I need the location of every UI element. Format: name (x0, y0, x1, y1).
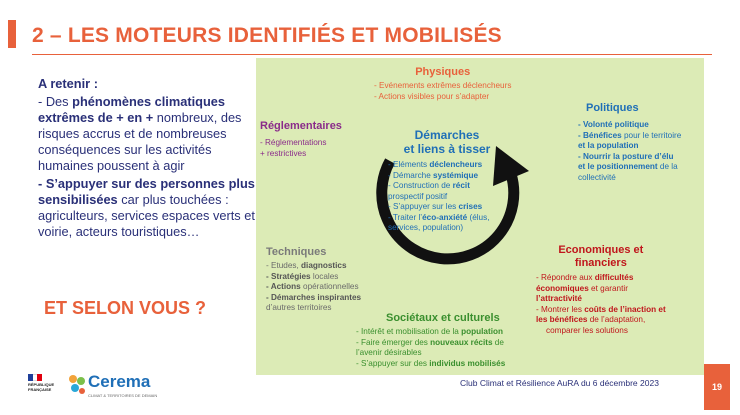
takeaway-2-rest: car plus touchées : agriculteurs, services espaces verts et voirie, acteurs touristiques… (38, 192, 255, 239)
driver-approaches-item-bold: récit (452, 181, 470, 190)
driver-political-item (578, 152, 681, 163)
driver-approaches-item: prospectif positif (388, 191, 448, 201)
driver-economic (536, 244, 666, 336)
republique-francaise-logo (28, 374, 60, 408)
driver-technical-item-bold: diagnostics (301, 261, 347, 270)
driver-social-item-text: - S’appuyer sur des (356, 358, 430, 368)
call-to-action: ET SELON VOUS ? (44, 298, 207, 318)
driver-technical-title: Techniques (266, 246, 327, 258)
driver-technical-item (266, 261, 361, 272)
driver-social-item: l’avenir désirables (356, 348, 422, 357)
driver-regulatory-title: Réglementaires (260, 120, 342, 132)
slide-title: 2 – LES MOTEURS IDENTIFIÉS ET MOBILISÉS (32, 24, 502, 47)
driver-physical (374, 66, 511, 102)
driver-economic-item-bold: difficultés (594, 273, 634, 282)
driver-political-item-bold: et la population (578, 141, 639, 150)
driver-approaches-item-text: (élus, (467, 212, 490, 222)
driver-approaches-item-text: - Construction de (388, 181, 453, 190)
driver-social-item-bold: population (461, 327, 503, 336)
driver-technical-item-text: - Etudes, (266, 261, 302, 270)
takeaway-1 (38, 94, 258, 174)
driver-approaches-item (388, 213, 506, 224)
driver-approaches-item (388, 160, 506, 171)
driver-economic-item-text: - Répondre aux (536, 273, 595, 282)
driver-technical-item (266, 293, 361, 304)
takeaway-1-dash: - Des (38, 94, 73, 109)
driver-economic-item (536, 284, 666, 295)
driver-economic-item-bold: économiques (536, 283, 589, 293)
driver-social-item (356, 338, 505, 349)
driver-approaches (388, 128, 506, 234)
takeaway-1-rest: nombreux, des risques accrus et de nombreuses conséquences sur les activités humaines poussent à agir (38, 110, 242, 173)
driver-political-item (578, 141, 681, 152)
driver-social (356, 312, 505, 369)
driver-social-item (356, 327, 505, 338)
driver-technical (266, 246, 361, 314)
driver-social-title: Sociétaux et culturels (386, 312, 500, 324)
driver-political (578, 102, 681, 183)
driver-approaches-item-bold: éco-anxiété (422, 212, 468, 222)
driver-economic-item-text: et garantir (588, 283, 628, 293)
driver-technical-item-bold: - Actions (266, 282, 301, 291)
driver-approaches-item-text: - Démarche (388, 170, 434, 180)
driver-approaches-item-bold: crises (458, 202, 483, 211)
driver-political-item (578, 162, 681, 173)
driver-approaches-item (388, 181, 506, 192)
page-number: 19 (704, 364, 730, 410)
driver-technical-item (266, 282, 361, 293)
key-takeaways (38, 76, 258, 242)
driver-approaches-item (388, 171, 506, 182)
driver-political-item: collectivité (578, 172, 616, 182)
cerema-tagline: CLIMAT & TERRITOIRES DE DEMAIN (88, 393, 158, 398)
cerema-name: Cerema (88, 372, 151, 391)
driver-economic-item (536, 305, 666, 316)
driver-political-item-bold: et le positionnement (578, 162, 658, 171)
driver-economic-item-text: de l’adaptation, (587, 315, 646, 324)
footer-note: Club Climat et Résilience AuRA du 6 décembre 2023 (460, 378, 659, 388)
driver-economic-item-text: - Montrer les (536, 304, 585, 314)
driver-social-item-text: - Faire émerger des (356, 337, 431, 347)
driver-economic-item (536, 294, 666, 305)
driver-social-item-text: de (492, 337, 504, 347)
driver-regulatory-item: + restrictives (260, 148, 307, 158)
driver-political-item-bold: - Nourrir la posture d’élu (578, 151, 674, 161)
driver-physical-title: Physiques (415, 66, 471, 78)
drivers-diagram (256, 58, 704, 375)
driver-physical-item: - Evénements extrêmes déclencheurs (374, 81, 512, 90)
driver-approaches-item-text: - S’appuyer sur les (388, 202, 459, 211)
driver-social-item (356, 359, 505, 370)
driver-political-item-text: de la (657, 162, 678, 171)
driver-social-item-text: - Intérêt et mobilisation de la (356, 327, 462, 336)
rf-logo-text: FRANÇAISE (28, 386, 52, 392)
driver-approaches-title-line: Démarches (414, 128, 480, 142)
driver-technical-item: d’autres territoires (266, 303, 332, 312)
driver-approaches-item-text: - Traiter l’ (388, 212, 423, 222)
driver-approaches-title (388, 128, 506, 156)
driver-regulatory (260, 120, 342, 159)
driver-approaches-item-bold: déclencheurs (429, 160, 483, 169)
rf-logo-text: RÉPUBLIQUE (28, 382, 55, 387)
driver-technical-item-text: locales (310, 271, 339, 281)
driver-economic-title (536, 244, 666, 270)
driver-regulatory-item: - Réglementations (260, 138, 327, 147)
cerema-leaf-icon (66, 372, 88, 398)
driver-economic-title-line: financiers (574, 257, 627, 269)
takeaway-2 (38, 176, 258, 240)
driver-economic-item (536, 273, 666, 284)
driver-economic-item (536, 315, 666, 326)
driver-physical-item: - Actions visibles pour s’adapter (374, 91, 490, 101)
title-divider (32, 54, 712, 55)
driver-approaches-item-text: - Eléments (388, 160, 430, 169)
driver-political-item (578, 120, 681, 131)
driver-economic-item-bold: coûts de l’inaction et (584, 304, 666, 314)
driver-political-item-bold: - Volonté politique (578, 120, 649, 129)
driver-political-item-text: pour le territoire (621, 130, 682, 140)
takeaways-heading: A retenir : (38, 76, 98, 91)
driver-approaches-item-bold: systémique (433, 170, 479, 180)
takeaway-2-bold: - S’appuyer sur des personnes plus sensibilisées (38, 176, 255, 207)
takeaway-1-bold: phénomènes climatiques extrêmes de + en + (38, 94, 226, 125)
title-accent-bar (8, 20, 16, 48)
driver-approaches-item: services, population) (388, 223, 464, 232)
driver-social-item-bold: individus mobilisés (429, 358, 506, 368)
driver-technical-item-bold: - Stratégies (266, 271, 311, 281)
driver-economic-item-bold: l’attractivité (536, 294, 582, 303)
cerema-logo (66, 372, 166, 404)
driver-economic-item: comparer les solutions (546, 325, 628, 335)
driver-political-title: Politiques (586, 102, 639, 114)
french-flag-icon (28, 374, 42, 381)
driver-technical-item-bold: - Démarches inspirantes (266, 292, 362, 302)
driver-technical-item (266, 272, 361, 283)
driver-technical-item-text: opérationnelles (300, 282, 359, 291)
driver-economic-title-line: Economiques et (558, 244, 644, 256)
driver-approaches-item (388, 202, 506, 213)
driver-political-item (578, 131, 681, 142)
driver-political-item-bold: - Bénéfices (578, 130, 622, 140)
driver-approaches-title-line: et liens à tisser (403, 142, 491, 156)
driver-economic-item-bold: les bénéfices (536, 315, 588, 324)
driver-social-item-bold: nouveaux récits (430, 337, 493, 347)
